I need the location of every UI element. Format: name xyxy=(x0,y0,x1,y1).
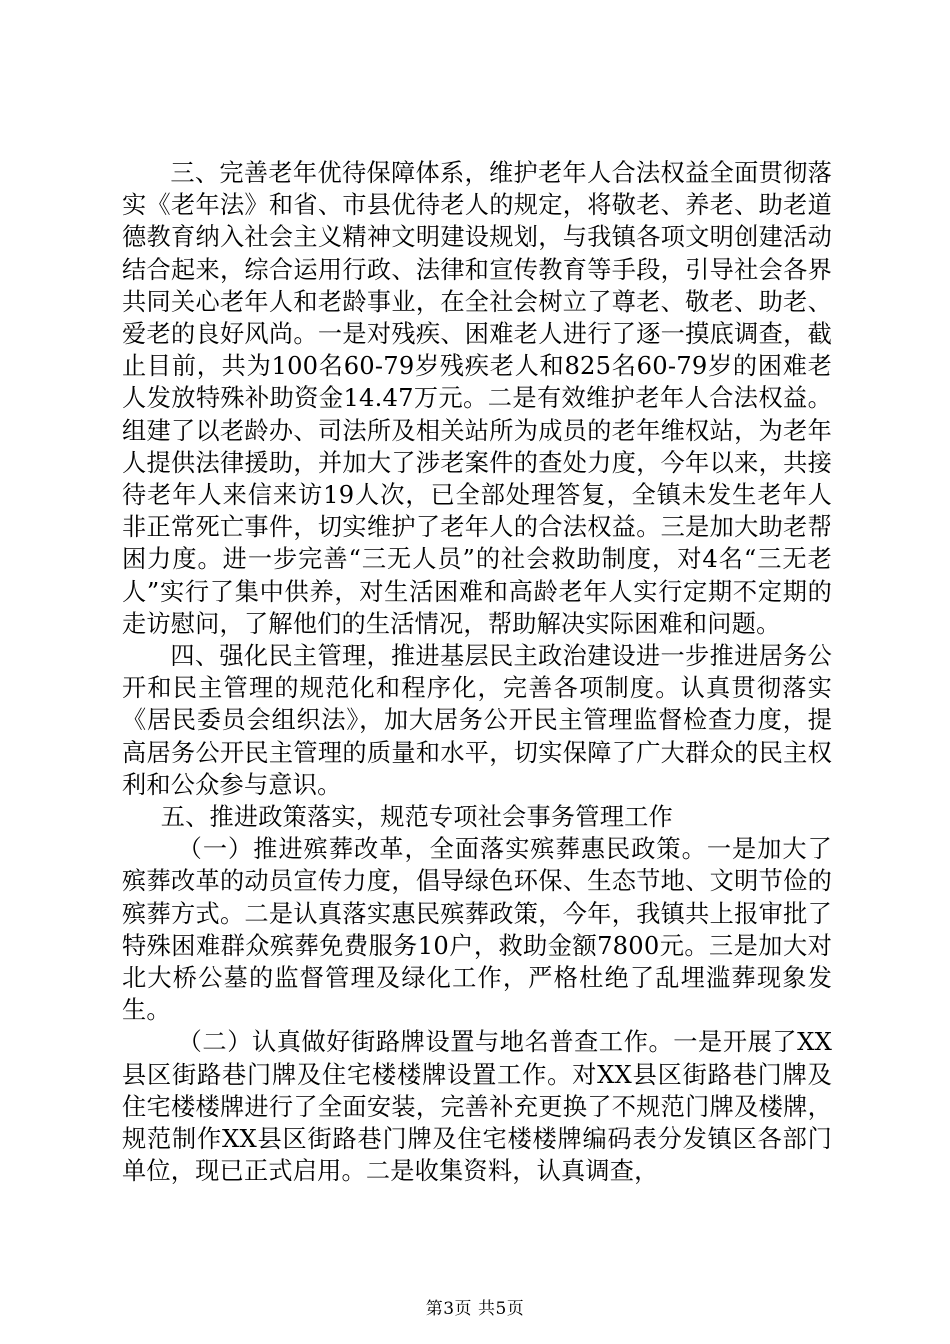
paragraph-section-4: 四、强化民主管理，推进基层民主政治建设进一步推进居务公开和民主管理的规范化和程序化，完善各项制度。认真贯彻落实《居民委员会组织法》，加大居务公开民主管理监督检查力度，提高居务公开民主管理的质量和水平，切实保障了广大群众的民主权利和公众参与意识。 xyxy=(122,642,832,799)
paragraph-section-5-heading: 五、推进政策落实，规范专项社会事务管理工作 xyxy=(160,803,673,832)
document-body xyxy=(122,157,832,1188)
paragraph-section-3: 三、完善老年优待保障体系，维护老年人合法权益全面贯彻落实《老年法》和省、市县优待老人的规定，将敬老、养老、助老道德教育纳入社会主义精神文明建设规划，与我镇各项文明创建活动结合起来，综合运用行政、法律和宣传教育等手段，引导社会各界共同关心老年人和老龄事业，在全社会树立了尊老、敬老、助老、爱老的良好风尚。一是对残疾、困难老人进行了逐一摸底调查，截止目前，共为100名60-79岁残疾老人和825名60-79岁的困难老人发放特殊补助资金14.47万元。二是有效维护老年人合法权益。组建了以老龄办、司法所及相关站所为成员的老年维权站，为老年人提供法律援助，并加大了涉老案件的查处力度，今年以来，共接待老年人来信来访19人次，已全部处理答复，全镇未发生老年人非正常死亡事件，切实维护了老年人的合法权益。三是加大助老帮困力度。进一步完善“三无人员”的社会救助制度，对4名“三无老人”实行了集中供养，对生活困难和高龄老年人实行定期不定期的走访慰问，了解他们的生活情况，帮助解决实际困难和问题。 xyxy=(122,159,832,638)
page-number-footer: 第3页 共5页 xyxy=(425,1299,525,1319)
paragraph-street-signs: （二）认真做好街路牌设置与地名普查工作。一是开展了XX县区街路巷门牌及住宅楼楼牌设置工作。对XX县区街路巷门牌及住宅楼楼牌进行了全面安装，完善补充更换了不规范门牌及楼牌，规范制作XX县区街路巷门牌及住宅楼楼牌编码表分发镇区各部门单位，现已正式启用。二是收集资料，认真调查， xyxy=(122,1028,832,1186)
paragraph-funeral-reform: （一）推进殡葬改革，全面落实殡葬惠民政策。一是加大了殡葬改革的动员宣传力度，倡导绿色环保、生态节地、文明节俭的殡葬方式。二是认真落实惠民殡葬政策，今年，我镇共上报审批了特殊困难群众殡葬免费服务10户，救助金额7800元。三是加大对北大桥公墓的监督管理及绿化工作，严格杜绝了乱埋滥葬现象发生。 xyxy=(122,835,832,1025)
